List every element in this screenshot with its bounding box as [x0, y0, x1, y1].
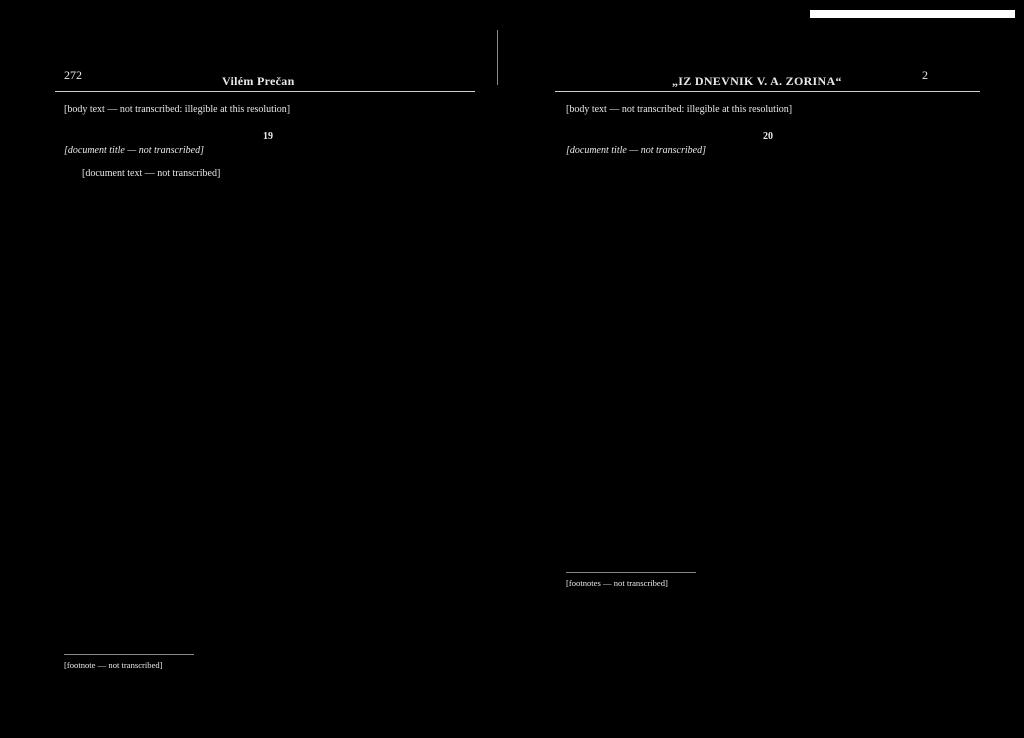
scan-edge-bar	[810, 10, 1015, 18]
footnotes-right	[566, 578, 970, 590]
header-rule-right	[555, 91, 980, 92]
footnote-rule-right	[566, 572, 696, 573]
page-number-left: 272	[64, 68, 82, 82]
document-19-text: [document text — not transcribed]	[82, 167, 221, 179]
footnotes-left	[64, 660, 472, 672]
footnote-left: [footnote — not transcribed]	[64, 660, 163, 670]
document-title-19: [document title — not transcribed]	[64, 145, 204, 157]
footnotes-text-right: [footnotes — not transcribed]	[566, 578, 668, 588]
header-rule-left	[55, 91, 475, 92]
page-number-right: 2	[922, 68, 928, 82]
running-head-right: „IZ DNEVNIK V. A. ZORINA“	[672, 74, 842, 88]
document-title-20: [document title — not transcribed]	[566, 145, 706, 157]
body-text-left: [body text — not transcribed: illegible at this resolution]	[64, 104, 291, 115]
document-number-19: 19	[263, 130, 273, 142]
gutter-line	[497, 30, 498, 85]
body-text-right: [body text — not transcribed: illegible at this resolution]	[566, 104, 793, 115]
running-head-left: Vilém Prečan	[222, 74, 295, 88]
document-number-20: 20	[763, 130, 773, 142]
footnote-rule-left	[64, 654, 194, 655]
right-column	[566, 104, 970, 168]
left-column	[64, 104, 472, 183]
